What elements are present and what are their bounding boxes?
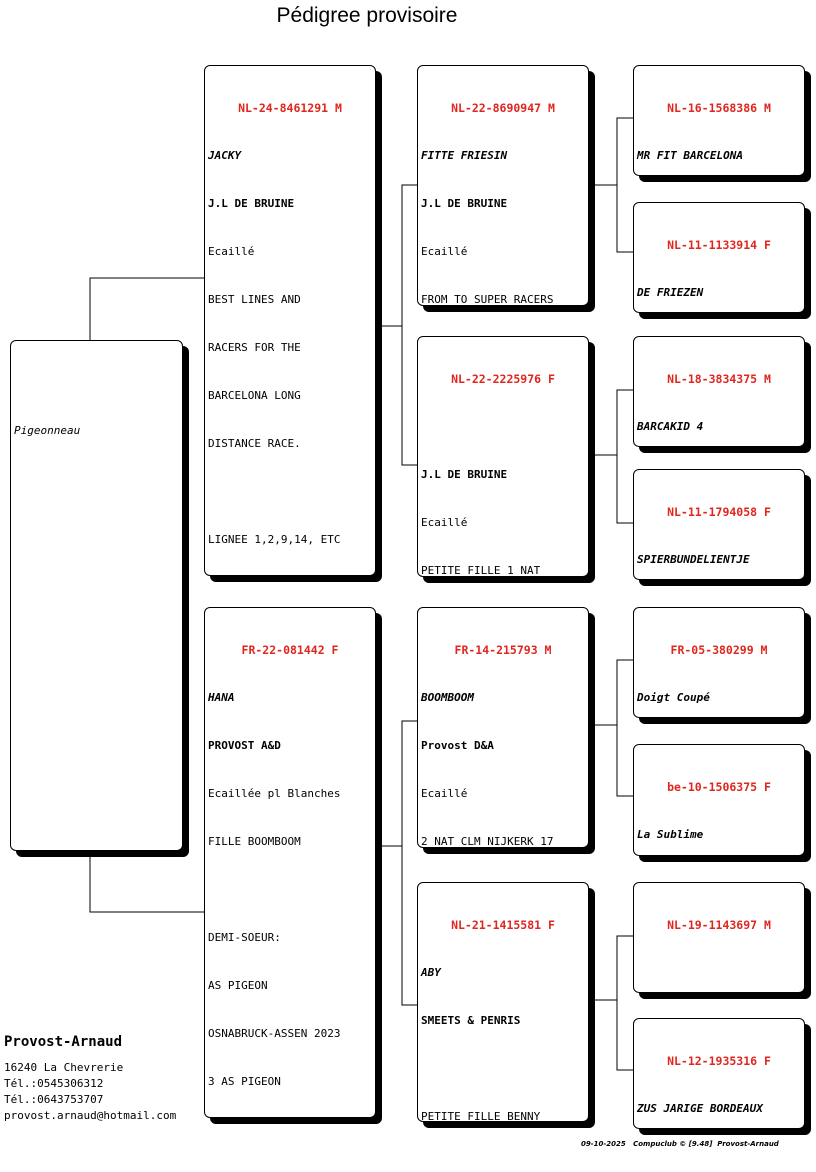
sire-line: LIGNEE 1,2,9,14, ETC [208, 533, 341, 546]
dam-sire-owner: Provost D&A [421, 739, 494, 752]
sire-line [208, 484, 372, 500]
sss-ring: NL-16-1568386 M [667, 101, 771, 115]
sire-ring: NL-24-8461291 M [238, 101, 342, 115]
sire-dam-ring: NL-22-2225976 F [451, 372, 555, 386]
dss-ring: FR-05-380299 M [670, 643, 768, 657]
sire-dam-line: Ecaillé [421, 516, 468, 529]
dam-dam-sire-card [633, 882, 805, 993]
dam-dam-ring: NL-21-1415581 F [451, 918, 555, 932]
dds-ring: NL-19-1143697 M [667, 918, 771, 932]
ssd-ring: NL-11-1133914 F [667, 238, 771, 252]
dam-sire-name: BOOMBOOM [421, 691, 474, 704]
sss-name: MR FIT BARCELONA [637, 149, 743, 162]
subject-card [10, 340, 183, 851]
dam-name: HANA [208, 691, 235, 704]
sdd-ring: NL-11-1794058 F [667, 505, 771, 519]
dam-dam-name: ABY [421, 966, 441, 979]
dam-line: OSNABRUCK-ASSEN 2023 [208, 1027, 341, 1040]
sdd-name: SPIERBUNDELIENTJE [637, 553, 750, 566]
dam-dam-line [421, 1061, 585, 1077]
dam-sire-line: 2 NAT CLM NIJKERK 17 [421, 835, 554, 848]
dam-sire-sire-card [633, 607, 805, 718]
ssd-name: DE FRIEZEN [637, 286, 704, 299]
ddd-name: ZUS JARIGE BORDEAUX [637, 1102, 763, 1115]
dam-dam-card [417, 882, 589, 1122]
sire-dam-sire-card [633, 336, 805, 447]
sire-dam-dam-card [633, 469, 805, 580]
sire-dam-card [417, 336, 589, 577]
dam-line [208, 882, 372, 898]
sire-line: Ecaillé [208, 245, 255, 258]
sire-sire-dam-card [633, 202, 805, 313]
dam-dam-line: PETITE FILLE BENNY [421, 1110, 541, 1122]
dam-dam-owner: SMEETS & PENRIS [421, 1014, 521, 1027]
dam-sire-dam-card [633, 744, 805, 856]
sire-sire-sire-card [633, 65, 805, 176]
breeder-name: Provost-Arnaud [4, 1034, 123, 1050]
breeder-info [4, 1034, 176, 1124]
dam-sire-card [417, 607, 589, 848]
dam-line: AS PIGEON [208, 979, 268, 992]
sire-sire-ring: NL-22-8690947 M [451, 101, 555, 115]
sire-dam-line: PETITE FILLE 1 NAT [421, 564, 541, 577]
dam-dam-dam-card [633, 1018, 805, 1129]
sire-sire-line: FROM TO SUPER RACERS [421, 293, 554, 306]
sire-line: DISTANCE RACE. [208, 437, 301, 450]
sire-sire-line: Ecaillé [421, 245, 468, 258]
sire-card [204, 65, 376, 576]
dam-sire-ring: FR-14-215793 M [454, 643, 552, 657]
dam-line: 3 AS PIGEON [208, 1075, 281, 1088]
dss-name: Doigt Coupé [637, 691, 710, 704]
sds-ring: NL-18-3834375 M [667, 372, 771, 386]
dds-name [637, 965, 801, 981]
ddd-ring: NL-12-1935316 F [667, 1054, 771, 1068]
subject-name: Pigeonneau [14, 424, 81, 437]
dam-sire-line: Ecaillé [421, 787, 468, 800]
sire-sire-card [417, 65, 589, 306]
page-title: Pédigree provisoire [276, 4, 458, 27]
breeder-address: 16240 La Chevrerie [4, 1061, 124, 1074]
sire-name: JACKY [208, 149, 242, 162]
sire-line: RACERS FOR THE [208, 341, 301, 354]
sire-owner: J.L DE BRUINE [208, 197, 295, 210]
dsd-name: La Sublime [637, 828, 704, 841]
dsd-ring: be-10-1506375 F [667, 780, 771, 794]
sire-dam-name [421, 419, 585, 435]
sds-name: BARCAKID 4 [637, 420, 704, 433]
dam-line: Ecaillée pl Blanches [208, 787, 341, 800]
sire-sire-owner: J.L DE BRUINE [421, 197, 508, 210]
sire-line: BARCELONA LONG [208, 389, 301, 402]
breeder-phone-2: Tél.:0643753707 [4, 1093, 104, 1106]
sire-dam-owner: J.L DE BRUINE [421, 468, 508, 481]
sire-line: BEST LINES AND [208, 293, 301, 306]
sire-sire-name: FITTE FRIESIN [421, 149, 508, 162]
footer-credit: 09-10-2025 Compuclub © [9.48] Provost-Arnaud [581, 1140, 779, 1148]
dam-line: DEMI-SOEUR: [208, 931, 281, 944]
dam-line: FILLE BOOMBOOM [208, 835, 301, 848]
dam-ring: FR-22-081442 F [241, 643, 339, 657]
breeder-phone-1: Tél.:0545306312 [4, 1077, 104, 1090]
dam-card [204, 607, 376, 1118]
dam-owner: PROVOST A&D [208, 739, 281, 752]
breeder-email: provost.arnaud@hotmail.com [4, 1109, 177, 1122]
